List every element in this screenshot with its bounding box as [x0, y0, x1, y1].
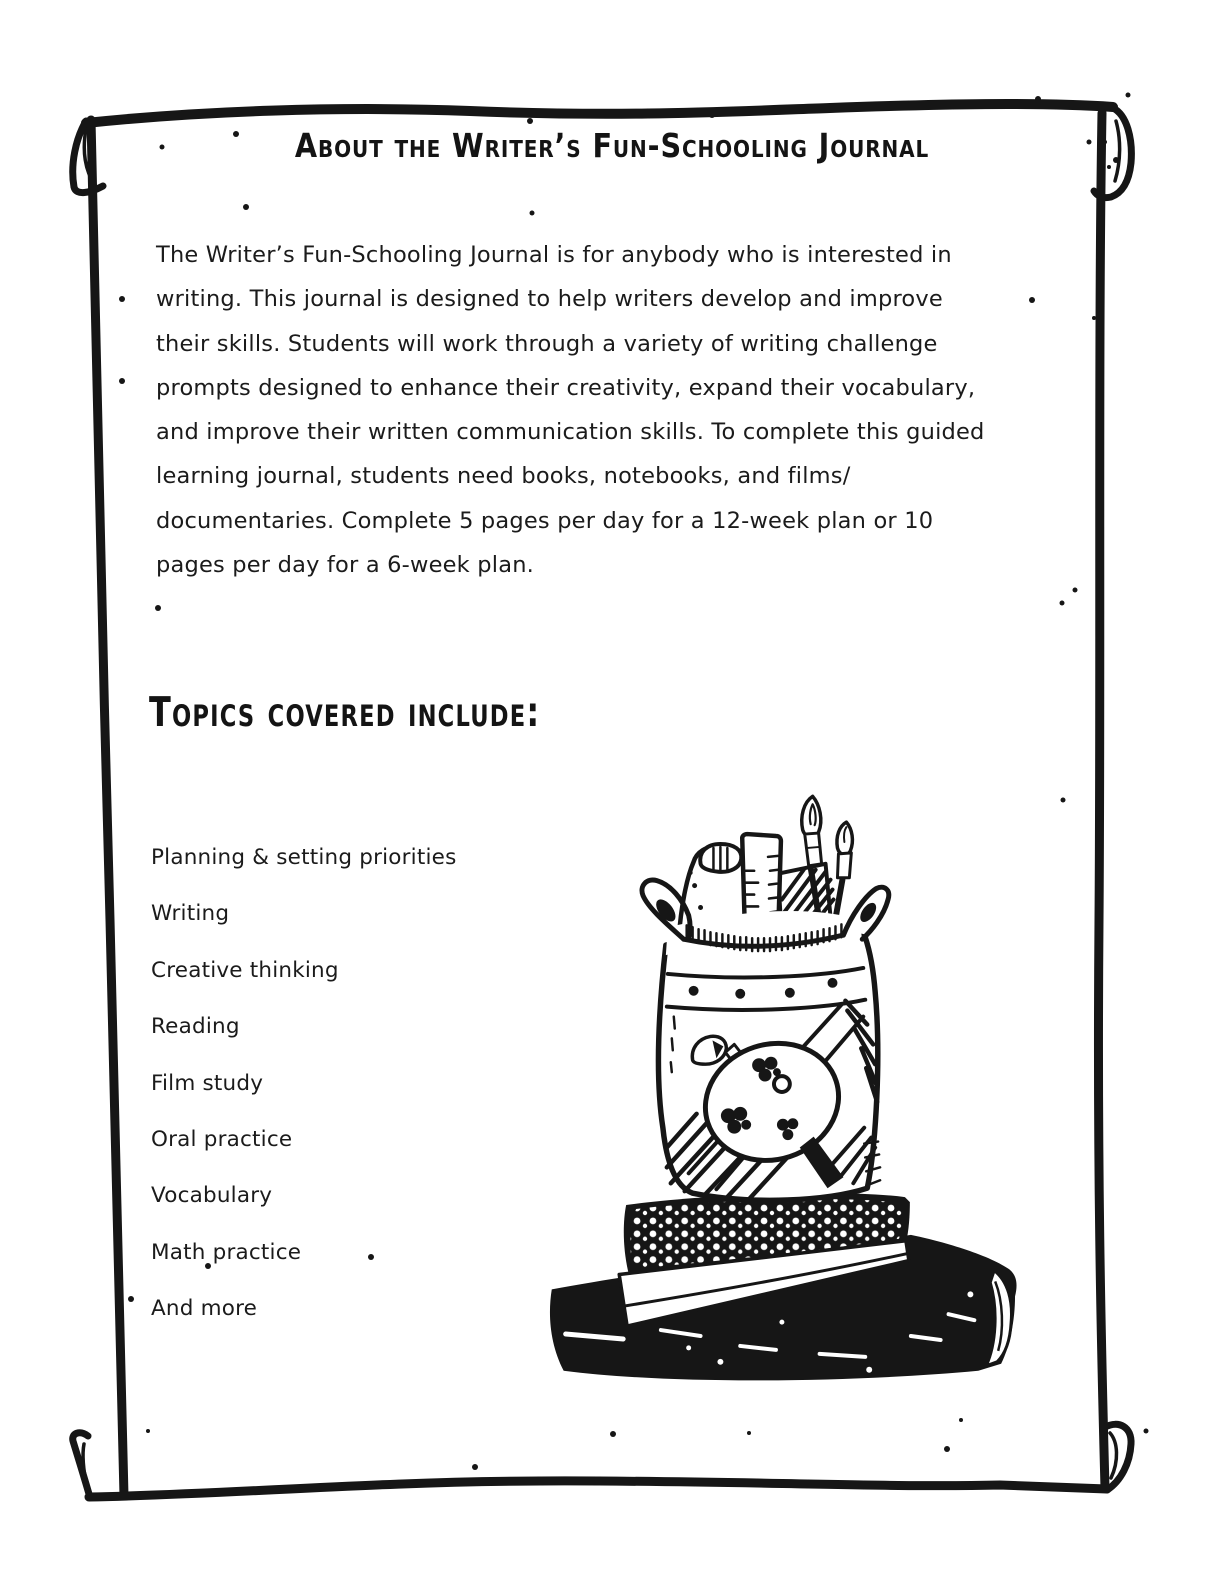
- art-supplies-on-books-illustration: [522, 776, 1018, 1401]
- intro-line: writing. This journal is designed to help writers develop and improve: [156, 286, 943, 313]
- topic-item: Vocabulary: [151, 1183, 273, 1209]
- topic-item: Reading: [151, 1014, 240, 1040]
- intro-line: The Writer’s Fun-Schooling Journal is for anybody who is interested in: [156, 242, 952, 268]
- intro-line: learning journal, students need books, notebooks, and films/: [156, 463, 851, 490]
- intro-line: pages per day for a 6-week plan.: [156, 552, 535, 579]
- intro-line: and improve their written communication skills. To complete this guided: [156, 419, 985, 446]
- page-title: About the Writer’s Fun-Schooling Journal: [294, 126, 930, 165]
- topic-item: Oral practice: [151, 1126, 293, 1152]
- intro-line: their skills. Students will work through a variety of writing challenge: [156, 330, 938, 357]
- topic-item: Math practice: [151, 1239, 302, 1265]
- topic-item: And more: [151, 1296, 258, 1322]
- topics-heading: Topics covered include:: [149, 688, 541, 736]
- topic-item: Film study: [151, 1070, 264, 1096]
- topic-item: Creative thinking: [151, 957, 339, 983]
- topic-item: Planning & setting priorities: [151, 845, 457, 870]
- intro-paragraph: [156, 233, 985, 587]
- intro-line: prompts designed to enhance their creativity, expand their vocabulary,: [156, 374, 976, 401]
- topic-item: Writing: [151, 901, 230, 927]
- intro-line: documentaries. Complete 5 pages per day for a 12-week plan or 10: [156, 507, 934, 534]
- topics-list: [151, 845, 456, 1353]
